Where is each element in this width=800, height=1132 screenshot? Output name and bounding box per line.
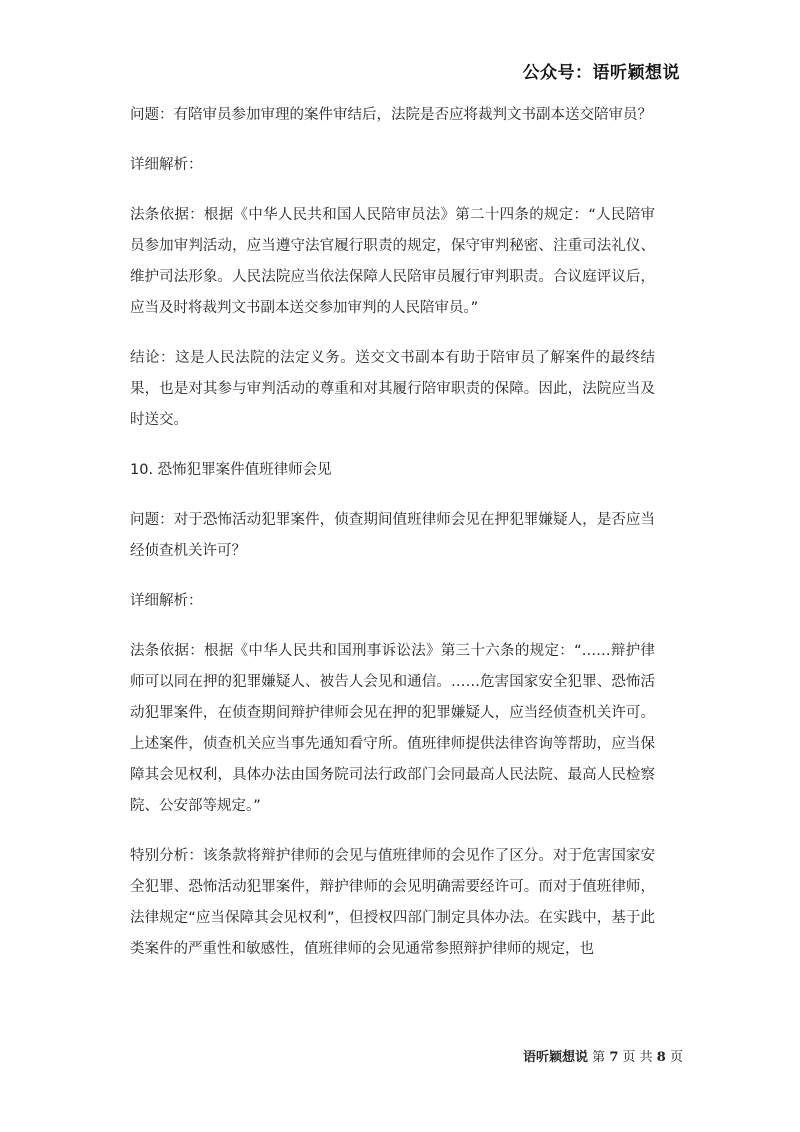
section-heading: 10. 恐怖犯罪案件值班律师会见 bbox=[130, 462, 332, 478]
footer-page-mid: 页 共 bbox=[622, 1050, 653, 1065]
footer-page-prefix: 第 bbox=[592, 1050, 606, 1065]
conclusion-paragraph: 结论：这是人民法院的法定义务。送交文书副本有助于陪审员了解案件的最终结果，也是对其参与审判活动的尊重和对其履行陪审职责的保障。因此，法院应当及时送交。 bbox=[130, 350, 655, 428]
analysis-heading: 详细解析： bbox=[130, 157, 203, 173]
legal-basis-paragraph: 法条依据：根据《中华人民共和国刑事诉讼法》第三十六条的规定：“……辩护律师可以同在押的犯罪嫌疑人、被告人会见和通信。……危害国家安全犯罪、恐怖活动犯罪案件，在侦查期间辩护律师会见在押的犯罪嫌疑人，应当经侦查机关许可。上述案件，侦查机关应当事先通知看守所。值班律师提供法律咨询等帮助，应当保障其会见权利，具体办法由国务院司法行政部门会同最高人民法院、最高人民检察院、公安部等规定。” bbox=[130, 643, 655, 814]
question-paragraph: 问题：对于恐怖活动犯罪案件，侦查期间值班律师会见在押犯罪嫌疑人，是否应当经侦查机关许可？ bbox=[130, 512, 655, 559]
footer-current-page: 7 bbox=[609, 1050, 619, 1065]
page-header-title: 公众号：语听颖想说 bbox=[522, 63, 680, 83]
analysis-heading: 详细解析： bbox=[130, 593, 203, 609]
document-body bbox=[130, 100, 655, 984]
question-paragraph: 问题：有陪审员参加审理的案件审结后，法院是否应将裁判文书副本送交陪审员？ bbox=[130, 107, 652, 123]
footer-brand: 语听颖想说 bbox=[523, 1050, 589, 1065]
special-analysis-paragraph: 特别分析：该条款将辩护律师的会见与值班律师的会见作了区分。对于危害国家安全犯罪、恐怖活动犯罪案件，辩护律师的会见明确需要经许可。而对于值班律师，法律规定“应当保障其会见权利”，但授权四部门制定具体办法。在实践中，基于此类案件的严重性和敏感性，值班律师的会见通常参照辩护律师的规定，也 bbox=[130, 848, 655, 957]
page-footer bbox=[523, 1046, 683, 1065]
legal-basis-paragraph: 法条依据：根据《中华人民共和国人民陪审员法》第二十四条的规定：“人民陪审员参加审判活动，应当遵守法官履行职责的规定，保守审判秘密、注重司法礼仪、维护司法形象。人民法院应当依法保障人民陪审员履行审判职责。合议庭评议后，应当及时将裁判文书副本送交参加审判的人民陪审员。” bbox=[130, 207, 655, 316]
footer-page-suffix: 页 bbox=[669, 1050, 683, 1065]
footer-total-pages: 8 bbox=[656, 1050, 666, 1065]
